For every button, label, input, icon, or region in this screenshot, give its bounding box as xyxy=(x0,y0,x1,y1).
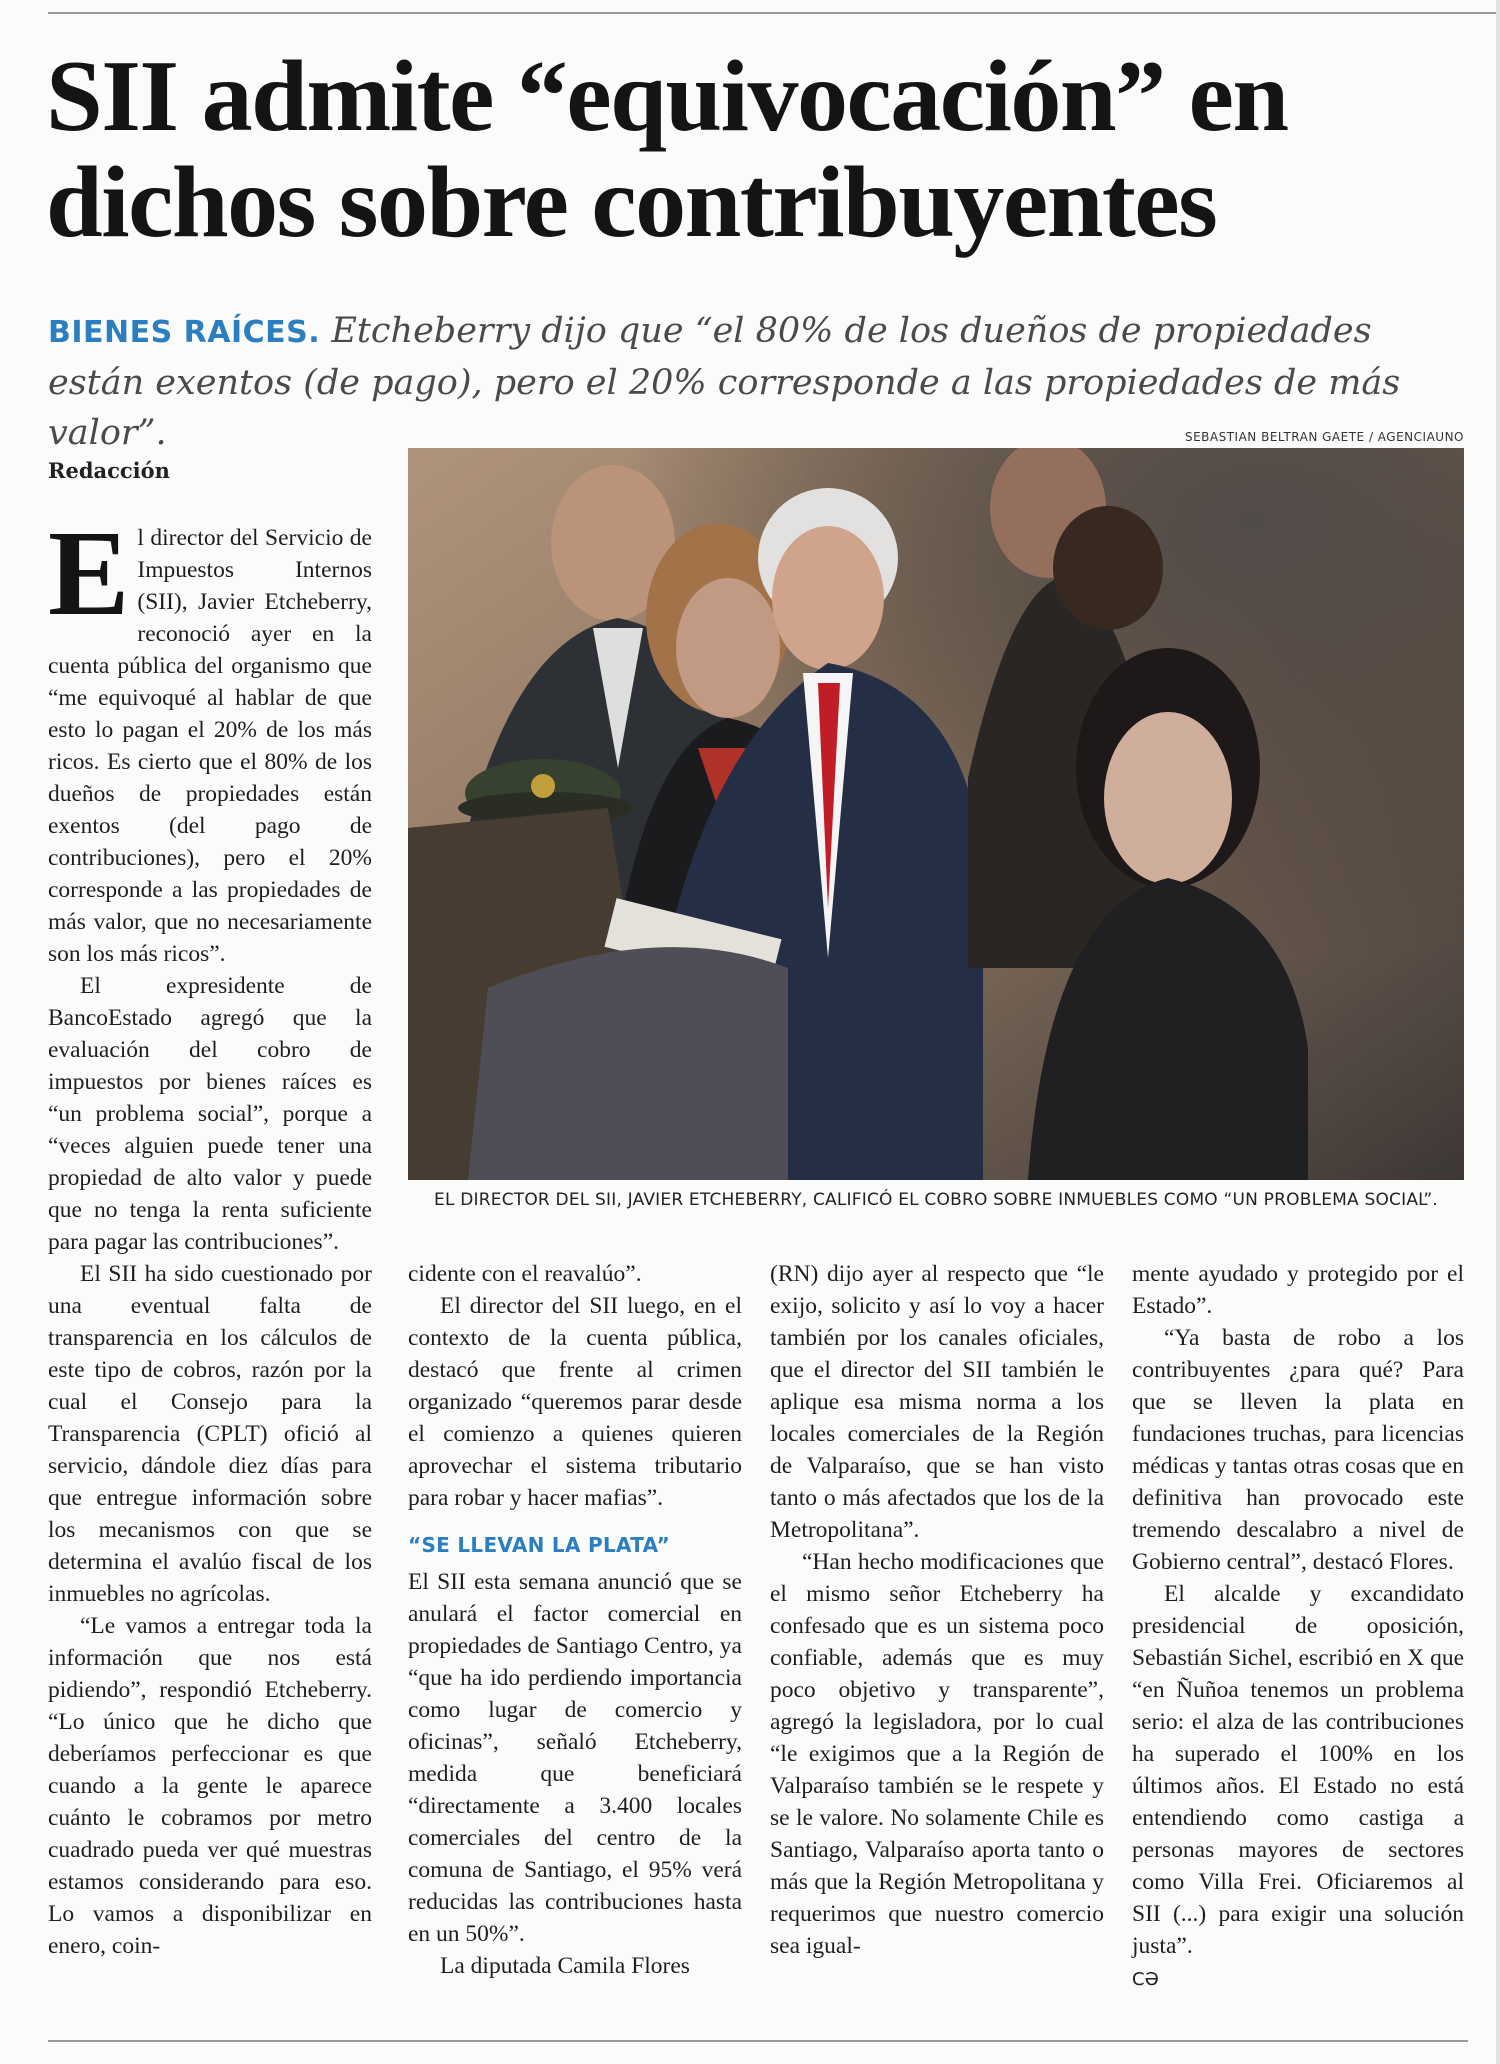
paragraph: “Le vamos a entregar toda la información que nos está pidiendo”, respondió Etcheberry. “Lo único que he dicho que deberíamos perfeccionar es que cuando a la gente le aparece cuánto le cobramos por metro cuadrado pueda ver qué muestras estamos considerando para eso. Lo vamos a disponibilizar en enero, coin- xyxy=(48,1613,372,1959)
paragraph: “Han hecho modificaciones que el mismo señor Etcheberry ha confesado que es un sistema poco confiable, además que es muy poco objetivo y transparente”, agregó la legisladora, por lo cual “le exigimos que a la Región de Valparaíso también se le respete y se le valore. No solamente Chile es Santiago, Valparaíso aporta tanto o más que la Región Metropolitana y requerimos que nuestro comercio sea igual- xyxy=(770,1549,1104,1959)
paragraph: El director del SII luego, en el contexto de la cuenta pública, destacó que frente al crimen organizado “queremos parar desde el comienzo a quienes quieren aprovechar el sistema tributario para robar y hacer mafias”. xyxy=(408,1293,742,1511)
article-column-1 xyxy=(48,506,372,1962)
news-photo xyxy=(408,448,1464,1180)
article-column-2 xyxy=(408,1258,742,1982)
section-subhead: “SE LLEVAN LA PLATA” xyxy=(408,1533,671,1557)
paragraph: El expresidente de BancoEstado agregó que la evaluación del cobro de impuestos por bienes raíces es “un problema social”, porque a “veces alguien puede tener una propiedad de alto valor y puede que no tenga la renta suficiente para pagar las contribuciones”. xyxy=(48,973,372,1255)
paragraph: El alcalde y excandidato presidencial de oposición, Sebastián Sichel, escribió en X que “en Ñuñoa tenemos un problema serio: el alza de las contribuciones ha superado el 100% en los últimos años. El Estado no está entendiendo como castiga a personas mayores de sectores como Villa Frei. Oficiaremos al SII (...) para exigir una solución justa”. xyxy=(1132,1581,1464,1959)
paragraph: El SII esta semana anunció que se anulará el factor comercial en propiedades de Santiago Centro, ya “que ha ido perdiendo importancia como lugar de comercio y oficinas”, señaló Etcheberry, medida que beneficiará “directamente a 3.400 locales comerciales del centro de la comuna de Santiago, el 95% verá reducidas las contribuciones hasta en un 50%”. xyxy=(408,1569,742,1947)
paragraph: mente ayudado y protegido por el Estado”. xyxy=(1132,1261,1464,1319)
drop-cap: E xyxy=(48,506,130,641)
article-column-4 xyxy=(1132,1258,1464,1996)
photo-illustration xyxy=(408,448,1464,1180)
paragraph: l director del Servicio de Impuestos Internos (SII), Javier Etcheberry, reconoció ayer en la cuenta pública del organismo que “me equivoqué al hablar de que esto lo pagan el 20% de los más ricos. Es cierto que el 80% de los dueños de propiedades están exentos (del pago de contribuciones), pero el 20% corresponde a las propiedades de más valor, que no necesariamente son los más ricos”. xyxy=(48,525,372,967)
end-mark: CƏ xyxy=(1132,1969,1159,1990)
deck-kicker: BIENES RAÍCES. xyxy=(48,315,321,350)
top-rule xyxy=(48,12,1500,14)
paragraph: El SII ha sido cuestionado por una eventual falta de transparencia en los cálculos de este tipo de cobros, razón por la cual el Consejo para la Transparencia (CPLT) ofició al servicio, dándole diez días para que entregue información sobre los mecanismos con que se determina el avalúo fiscal de los inmuebles no agrícolas. xyxy=(48,1261,372,1607)
byline: Redacción xyxy=(48,458,170,483)
bottom-rule xyxy=(48,2040,1468,2042)
deck-text: Etcheberry dijo que “el 80% de los dueños de propiedades están exentos (de pago), pero el 20% corresponde a las propiedades de más valor”. xyxy=(48,311,1401,453)
paragraph: La diputada Camila Flores xyxy=(440,1953,690,1979)
paragraph: cidente con el reavalúo”. xyxy=(408,1261,642,1287)
paragraph: “Ya basta de robo a los contribuyentes ¿para qué? Para que se lleven la plata en fundaciones truchas, para licencias médicas y tantas otras cosas que en definitiva han provocado este tremendo descalabro a nivel de Gobierno central”, destacó Flores. xyxy=(1132,1325,1464,1575)
photo-caption: EL DIRECTOR DEL SII, JAVIER ETCHEBERRY, CALIFICÓ EL COBRO SOBRE INMUEBLES COMO “UN PROBLEMA SOCIAL”. xyxy=(434,1190,1438,1210)
article-column-3 xyxy=(770,1258,1104,1962)
page-edge xyxy=(1496,0,1500,2064)
photo-credit: SEBASTIAN BELTRAN GAETE / AGENCIAUNO xyxy=(1184,430,1464,444)
paragraph: (RN) dijo ayer al respecto que “le exijo, solicito y así lo voy a hacer también por los canales oficiales, que el director del SII también le aplique esa misma norma a los locales comerciales de la Región de Valparaíso, que se han visto tanto o más afectados que los de la Metropolitana”. xyxy=(770,1261,1104,1543)
headline: SII admite “equivocación” en dichos sobre contribuyentes xyxy=(46,40,1288,259)
